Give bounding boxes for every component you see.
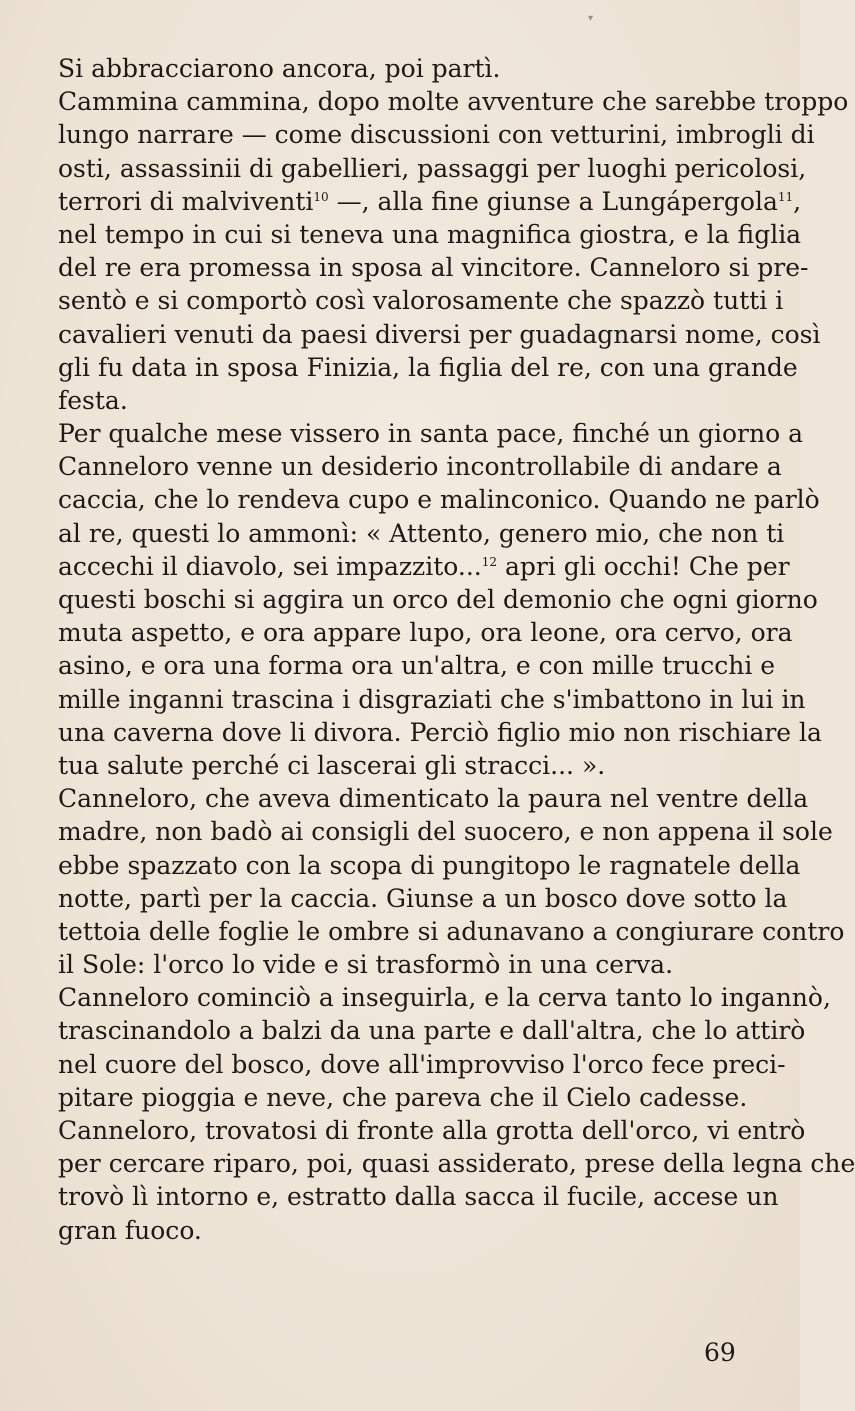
text-line: Per qualche mese vissero in santa pace, finché un giorno a — [58, 419, 803, 449]
paragraph-4 — [58, 782, 845, 981]
text-fragment: —, alla fine giunse a Lungápergola — [336, 186, 778, 216]
text-line: gli fu data in sposa Finizia, la figlia del re, con una grande — [58, 352, 798, 382]
text-line-with-footnotes: terrori di malviventi$^{10}$ —, alla fine giunse a Lungápergola$^{11}$, — [58, 186, 802, 216]
text-line: Canneloro cominciò a inseguirla, e la cerva tanto lo ingannò, — [58, 983, 831, 1013]
text-line: Canneloro, che aveva dimenticato la paura nel ventre della — [58, 784, 809, 814]
text-line: del re era promessa in sposa al vincitore. Canneloro si pre- — [58, 253, 809, 283]
text-line: nel cuore del bosco, dove all'improvviso l'orco fece preci- — [58, 1049, 786, 1079]
text-line: questi boschi si aggira un orco del demonio che ogni giorno — [58, 585, 818, 614]
text-line-with-footnote — [58, 550, 790, 583]
paragraph-2 — [58, 85, 849, 417]
text-line: il Sole: l'orco lo vide e si trasformò in una cerva. — [58, 950, 674, 980]
text-line: tettoia delle foglie le ombre si adunavano a congiurare contro — [58, 916, 845, 946]
text-fragment: accechi il diavolo, sei impazzito... — [58, 551, 482, 581]
footnote-ref-12: 12 — [481, 554, 497, 569]
paragraph-5 — [58, 981, 831, 1114]
text-line: muta aspetto, e ora appare lupo, ora leone, ora cervo, ora — [58, 618, 793, 648]
text-fragment: apri gli occhi! Che per — [504, 551, 790, 581]
paragraph-6 — [58, 1114, 855, 1247]
text-line: Canneloro, trovatosi di fronte alla grotta dell'orco, vi entrò — [58, 1116, 806, 1145]
text-line: lungo narrare — come discussioni con vetturini, imbrogli di — [58, 120, 815, 150]
text-line: gran fuoco. — [58, 1215, 202, 1245]
text-line: Cammina cammina, dopo molte avventure che sarebbe troppo — [58, 87, 849, 117]
page-speck-mark: ▾ — [588, 13, 594, 24]
text-line: festa. — [58, 385, 128, 415]
text-fragment: terrori di malviventi — [58, 186, 314, 216]
text-line: madre, non badò ai consigli del suocero, e non appena il sole — [58, 817, 833, 847]
text-line: osti, assassinii di gabellieri, passaggi per luoghi pericolosi, — [58, 153, 807, 183]
text-line: tua salute perché ci lascerai gli stracci... ». — [58, 750, 606, 780]
text-line: Si abbracciarono ancora, poi partì. — [58, 54, 501, 83]
text-line: ebbe spazzato con la scopa di pungitopo le ragnatele della — [58, 850, 801, 880]
text-line: notte, partì per la caccia. Giunse a un bosco dove sotto la — [58, 883, 788, 913]
page-number: 69 — [704, 1338, 736, 1367]
text-line: una caverna dove li divora. Perciò figlio mio non rischiare la — [58, 717, 822, 747]
text-line: sentò e si comportò così valorosamente che spazzò tutti i — [58, 286, 784, 316]
text-line: cavalieri venuti da paesi diversi per guadagnarsi nome, così — [58, 319, 821, 349]
text-line: pitare pioggia e neve, che pareva che il Cielo cadesse. — [58, 1082, 748, 1112]
paragraph-3 — [58, 417, 822, 782]
footnote-ref-11: 11 — [777, 189, 794, 204]
text-line: caccia, che lo rendeva cupo e malinconico. Quando ne parlò — [58, 485, 820, 515]
text-line: nel tempo in cui si teneva una magnifica giostra, e la figlia — [58, 219, 802, 249]
body-text — [58, 52, 855, 1247]
text-line: Canneloro venne un desiderio incontrollabile di andare a — [58, 452, 782, 482]
text-line: mille inganni trascina i disgraziati che s'imbattono in lui in — [58, 684, 806, 714]
paragraph-1 — [58, 52, 760, 85]
text-line: trascinandolo a balzi da una parte e dall'altra, che lo attirò — [58, 1016, 806, 1046]
text-line: trovò lì intorno e, estratto dalla sacca il fucile, accese un — [58, 1182, 779, 1212]
text-line: asino, e ora una forma ora un'altra, e con mille trucchi e — [58, 651, 776, 681]
text-line: al re, questi lo ammonì: « Attento, genero mio, che non ti — [58, 518, 785, 548]
footnote-ref-10: 10 — [313, 189, 329, 204]
text-line: per cercare riparo, poi, quasi assiderato, prese della legna che — [58, 1149, 855, 1179]
